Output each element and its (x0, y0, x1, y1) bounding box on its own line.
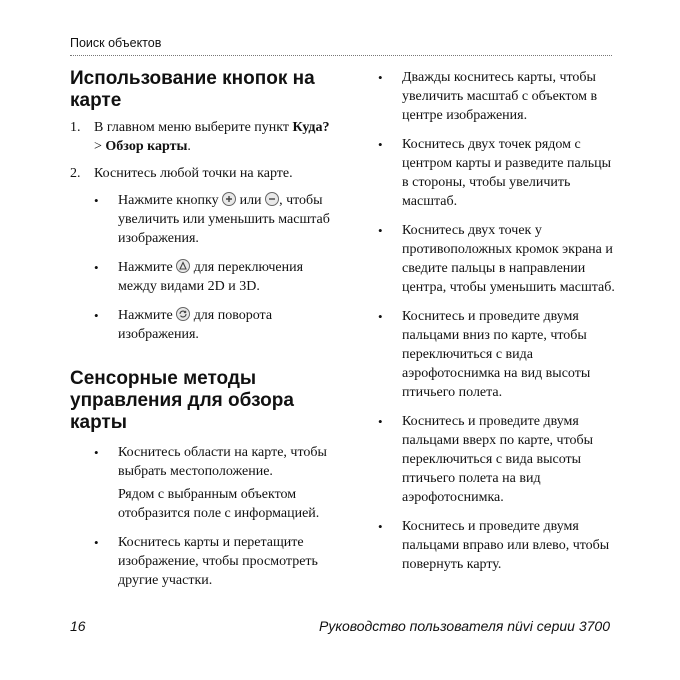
section-heading-touch-controls: Сенсорные методы управления для обзора карты (70, 368, 294, 433)
bullet-text: Коснитесь и проведите двумя пальцами вправо или влево, чтобы повернуть карту. (402, 519, 610, 572)
bullet-text: Коснитесь области на карте, чтобы выбрать местоположение. (118, 445, 327, 479)
list-item (70, 118, 332, 156)
step-text: Коснитесь любой точки на карте. (94, 166, 293, 181)
list-item (94, 533, 332, 590)
list-item (94, 258, 332, 296)
view-toggle-icon (176, 259, 190, 273)
list-item (378, 68, 616, 125)
bullet: • (378, 137, 383, 152)
list-item (378, 307, 616, 402)
menu-browse-map: Обзор карты (105, 139, 188, 154)
step-end: . (187, 139, 191, 154)
step-number: 2. (70, 166, 81, 181)
bullet: • (378, 309, 383, 324)
bullet-text: , чтобы увеличить или уменьшить масштаб изображения. (118, 193, 330, 246)
left-column (70, 68, 332, 600)
list-item (378, 221, 616, 297)
bullet: • (378, 414, 383, 429)
bullet-text: Коснитесь карты и перетащите изображение, чтобы просмотреть другие участки. (118, 535, 318, 588)
touch-controls-bullets (94, 443, 332, 590)
bullet: • (94, 535, 99, 550)
bullet: • (378, 519, 383, 534)
step-number: 1. (70, 120, 81, 135)
header-divider (70, 55, 612, 56)
bullet-note: Рядом с выбранным объектом отобразится поле с информацией. (118, 487, 320, 521)
bullet: • (94, 308, 99, 323)
list-item (70, 164, 332, 183)
list-item (94, 191, 332, 248)
bullet-text: для поворота изображения. (118, 308, 273, 342)
right-column (378, 68, 616, 584)
gesture-bullets (378, 68, 616, 574)
list-item (378, 135, 616, 211)
steps-list (70, 118, 332, 183)
list-item (94, 306, 332, 344)
map-buttons-bullets (94, 191, 332, 344)
bullet-text: или (236, 193, 266, 208)
rotate-icon (176, 307, 190, 321)
bullet-text: Коснитесь двух точек рядом с центром карты и разведите пальцы в стороны, чтобы увеличить масштаб. (402, 137, 612, 209)
bullet-text: Коснитесь и проведите двумя пальцами вверх по карте, чтобы переключиться с вида высоты птичьего полета на вид аэрофотоснимка. (402, 414, 594, 505)
bullet-text: Нажмите (118, 260, 177, 275)
bullet-text: Коснитесь и проведите двумя пальцами вниз по карте, чтобы переключиться с вида аэрофотоснимка на вид высоты птичьего полета. (402, 309, 591, 400)
list-item (94, 443, 332, 523)
bullet: • (378, 70, 383, 85)
bullet-text: Дважды коснитесь карты, чтобы увеличить масштаб с объектом в центре изображения. (402, 70, 598, 123)
zoom-out-icon (265, 192, 279, 206)
bullet: • (94, 260, 99, 275)
manual-title: Руководство пользователя nüvi серии 3700 (319, 618, 610, 634)
bullet: • (378, 223, 383, 238)
menu-separator: > (94, 139, 106, 154)
list-item (378, 517, 616, 574)
bullet-text: для переключения между видами 2D и 3D. (118, 260, 304, 294)
bullet: • (94, 193, 99, 208)
bullet-text: Нажмите кнопку (118, 193, 223, 208)
bullet: • (94, 445, 99, 460)
running-header: Поиск объектов (70, 36, 162, 50)
step-text: В главном меню выберите пункт (94, 120, 293, 135)
bullet-text: Нажмите (118, 308, 177, 323)
zoom-in-icon (222, 192, 236, 206)
section-heading-map-buttons: Использование кнопок на карте (70, 68, 315, 111)
bullet-text: Коснитесь двух точек у противоположных кромок экрана и сведите пальцы в направлении центра, чтобы уменьшить масштаб. (402, 223, 615, 295)
page-number: 16 (70, 618, 86, 634)
list-item (378, 412, 616, 507)
menu-where-to: Куда? (292, 120, 330, 135)
